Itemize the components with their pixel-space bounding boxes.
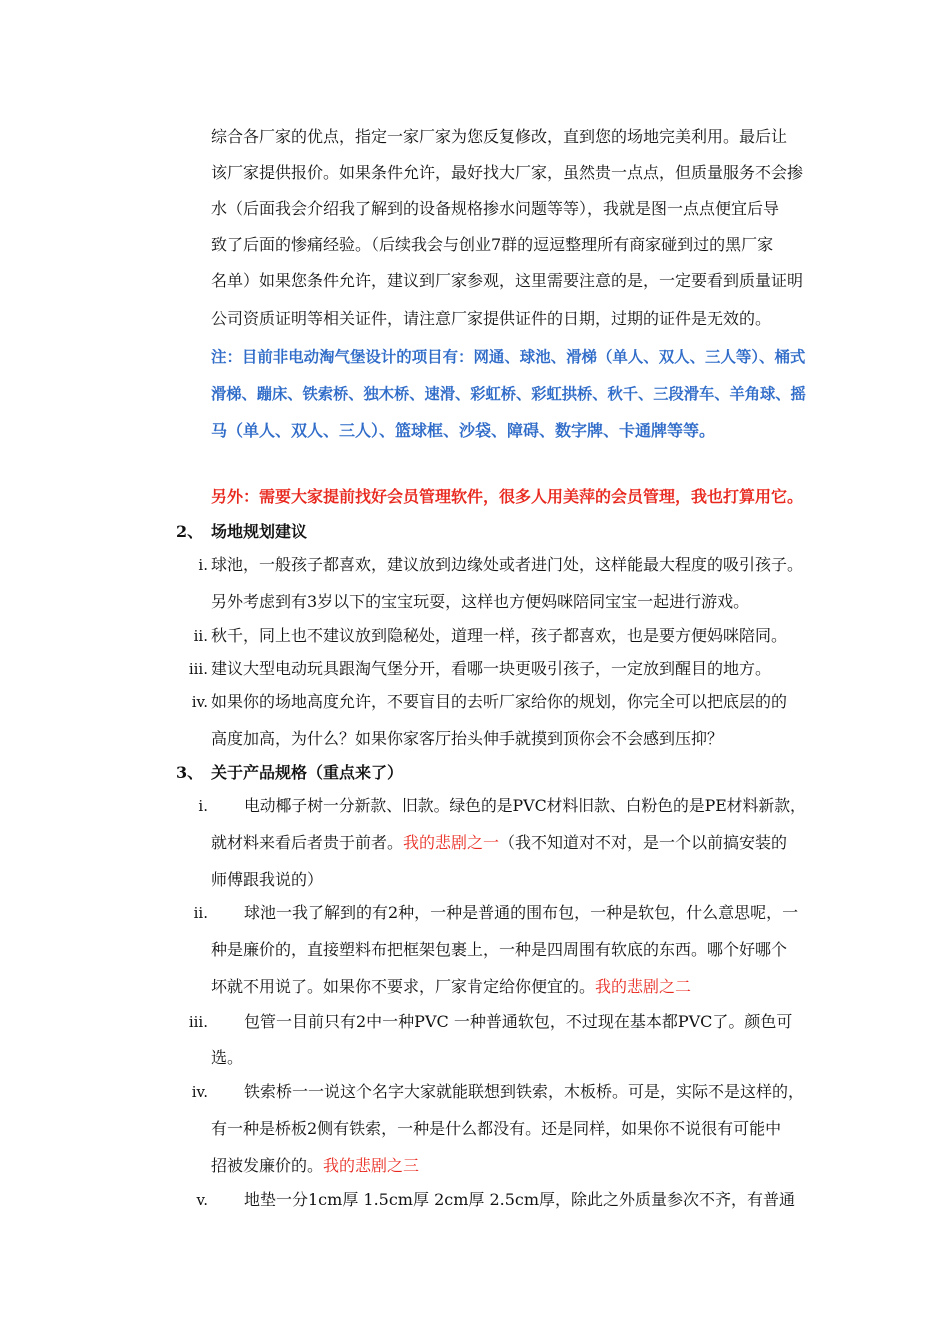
s3-item4-line3: [211, 1156, 419, 1176]
s3-item3-line1: 包管一目前只有2中一种PVC 一种普通软包，不过现在基本都PVC了。颜色可: [244, 1012, 793, 1031]
s3-item3-number: iii.: [188, 1013, 208, 1031]
note-line-3: 马（单人、双人、三人）、篮球框、沙袋、障碍、数字牌、卡通牌等等。: [211, 421, 716, 440]
s2-item4-line1: 如果你的场地高度允许，不要盲目的去听厂家给你的规划，你完全可以把底层的的: [211, 692, 788, 711]
s2-item4-number: iv.: [191, 693, 208, 711]
s3-item1-line2-text: 就材料来看后者贵于前者。: [211, 833, 404, 852]
s3-item4-line3-text: 招被发廉价的。: [211, 1156, 324, 1175]
note-line-1: 注：目前非电动淘气堡设计的项目有：网通、球池、滑梯（单人、双人、三人等）、桶式: [211, 347, 806, 366]
s2-item1-number: i.: [198, 556, 208, 574]
s2-item3-number: iii.: [188, 660, 208, 678]
section3-number: 3、: [176, 763, 204, 782]
s3-item4-line2: 有一种是桥板2侧有铁索，一种是什么都没有。还是同样，如果你不说很有可能中: [211, 1119, 782, 1138]
s3-item2-number: ii.: [193, 904, 208, 922]
intro-line-6: 公司资质证明等相关证件，请注意厂家提供证件的日期，过期的证件是无效的。: [211, 309, 772, 328]
s2-item2-line1: 秋千，同上也不建议放到隐秘处，道理一样，孩子都喜欢，也是要方便妈咪陪同。: [211, 626, 788, 645]
s2-item1-line1: 球池，一般孩子都喜欢，建议放到边缘处或者进门处，这样能最大程度的吸引孩子。: [211, 555, 804, 574]
s3-item4-line1: 铁索桥一一说这个名字大家就能联想到铁索，木板桥。可是，实际不是这样的，: [244, 1082, 805, 1101]
intro-line-2: 该厂家提供报价。如果条件允许，最好找大厂家，虽然贵一点点，但质量服务不会掺: [211, 163, 804, 182]
section2-number: 2、: [176, 522, 204, 541]
also-note: 另外：需要大家提前找好会员管理软件，很多人用美萍的会员管理，我也打算用它。: [211, 487, 804, 506]
s3-item1-line3: 师傅跟我说的）: [211, 870, 324, 889]
s2-item2-number: ii.: [193, 627, 208, 645]
s3-item1-number: i.: [198, 797, 208, 815]
s3-item1-line2: [211, 833, 787, 853]
intro-line-3: 水（后面我会介绍我了解到的设备规格掺水问题等等），我就是图一点点便宜后导: [211, 199, 780, 218]
s3-item1-line1: 电动椰子树一分新款、旧款。绿色的是PVC材料旧款、白粉色的是PE材料新款，: [244, 796, 806, 815]
section2-title: 场地规划建议: [211, 522, 308, 541]
intro-line-5: 名单）如果您条件允许，建议到厂家参观，这里需要注意的是，一定要看到质量证明: [211, 271, 804, 290]
s3-item2-line1: 球池一我了解到的有2种，一种是普通的围布包，一种是软包，什么意思呢，一: [244, 903, 799, 922]
s3-item2-line2: 种是廉价的，直接塑料布把框架包裹上，一种是四周围有软底的东西。哪个好哪个: [211, 940, 788, 959]
s3-item1-line2-tail: （我不知道对不对，是一个以前搞安装的: [499, 833, 788, 852]
section3-title: 关于产品规格（重点来了）: [211, 763, 404, 782]
intro-line-1: 综合各厂家的优点，指定一家厂家为您反复修改，直到您的场地完美利用。最后让: [211, 127, 788, 146]
s3-item3-line2: 选。: [211, 1048, 244, 1067]
tragedy-1-label: 我的悲剧之一: [403, 833, 500, 852]
intro-line-4: 致了后面的惨痛经验。（后续我会与创业7群的逗逗整理所有商家碰到过的黑厂家: [211, 235, 774, 254]
s3-item5-number: v.: [196, 1191, 208, 1209]
s3-item5-line1: 地垫一分1cm厚 1.5cm厚 2cm厚 2.5cm厚，除此之外质量参次不齐，有普通: [244, 1190, 796, 1209]
s2-item4-line2: 高度加高，为什么？如果你家客厅抬头伸手就摸到顶你会不会感到压抑？: [211, 729, 724, 748]
s3-item2-line3: [211, 977, 691, 997]
tragedy-2-label: 我的悲剧之二: [595, 977, 692, 996]
s3-item4-number: iv.: [191, 1083, 208, 1101]
s3-item2-line3-text: 坏就不用说了。如果你不要求，厂家肯定给你便宜的。: [211, 977, 596, 996]
s2-item3-line1: 建议大型电动玩具跟淘气堡分开，看哪一块更吸引孩子，一定放到醒目的地方。: [211, 659, 772, 678]
s2-item1-line2: 另外考虑到有3岁以下的宝宝玩耍，这样也方便妈咪陪同宝宝一起进行游戏。: [211, 592, 750, 611]
tragedy-3-label: 我的悲剧之三: [323, 1156, 420, 1175]
note-line-2: 滑梯、蹦床、铁索桥、独木桥、速滑、彩虹桥、彩虹拱桥、秋千、三段滑车、羊角球、摇: [211, 385, 806, 403]
